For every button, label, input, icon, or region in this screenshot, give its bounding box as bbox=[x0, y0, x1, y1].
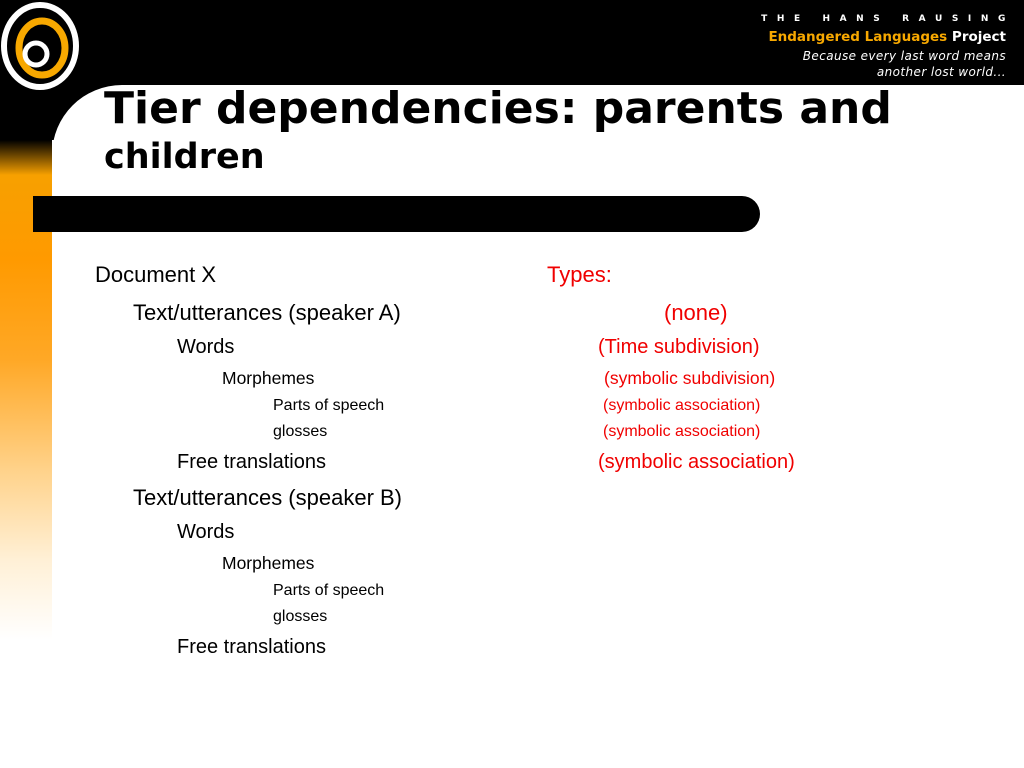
org-name bbox=[761, 29, 1006, 45]
brand-block bbox=[761, 14, 1015, 80]
types-heading: Types: bbox=[547, 262, 612, 287]
left-gradient-band bbox=[0, 0, 52, 768]
tagline-line-2: another lost world... bbox=[876, 65, 1006, 79]
tier-document: Document X bbox=[95, 262, 217, 287]
type-time-subdivision: (Time subdivision) bbox=[598, 336, 760, 358]
tier-free-translations-b: Free translations bbox=[177, 636, 326, 658]
tier-pos-b: Parts of speech bbox=[273, 582, 385, 599]
tier-text-speaker-b: Text/utterances (speaker B) bbox=[133, 485, 403, 510]
type-none: (none) bbox=[664, 300, 728, 325]
tier-glosses-a: glosses bbox=[273, 423, 328, 440]
tagline-line-1: Because every last word means bbox=[802, 49, 1006, 63]
tier-pos-a: Parts of speech bbox=[273, 397, 385, 414]
title-line-2: children bbox=[104, 137, 265, 177]
org-name-accent: Project bbox=[951, 29, 1006, 45]
org-name-main: Endangered Languages bbox=[768, 29, 948, 45]
title-line-1: Tier dependencies: parents and bbox=[104, 83, 892, 134]
slide-title bbox=[104, 84, 1004, 180]
tier-morphemes-a: Morphemes bbox=[222, 368, 315, 388]
tier-free-translations-a: Free translations bbox=[177, 451, 326, 473]
tier-morphemes-b: Morphemes bbox=[222, 553, 315, 573]
tier-words-a: Words bbox=[177, 336, 235, 358]
title-rule bbox=[33, 196, 760, 232]
content-panel bbox=[52, 85, 1024, 768]
type-symbolic-association-glosses: (symbolic association) bbox=[603, 423, 761, 440]
elp-logo-icon bbox=[0, 0, 84, 92]
type-symbolic-association-translations: (symbolic association) bbox=[598, 451, 795, 473]
tier-words-b: Words bbox=[177, 521, 235, 543]
tier-glosses-b: glosses bbox=[273, 608, 328, 625]
tagline bbox=[761, 48, 1006, 80]
type-symbolic-subdivision: (symbolic subdivision) bbox=[604, 368, 776, 388]
type-symbolic-association-pos: (symbolic association) bbox=[603, 397, 761, 414]
org-small-caps: THE HANS RAUSING bbox=[761, 14, 1015, 24]
tier-text-speaker-a: Text/utterances (speaker A) bbox=[133, 300, 401, 325]
